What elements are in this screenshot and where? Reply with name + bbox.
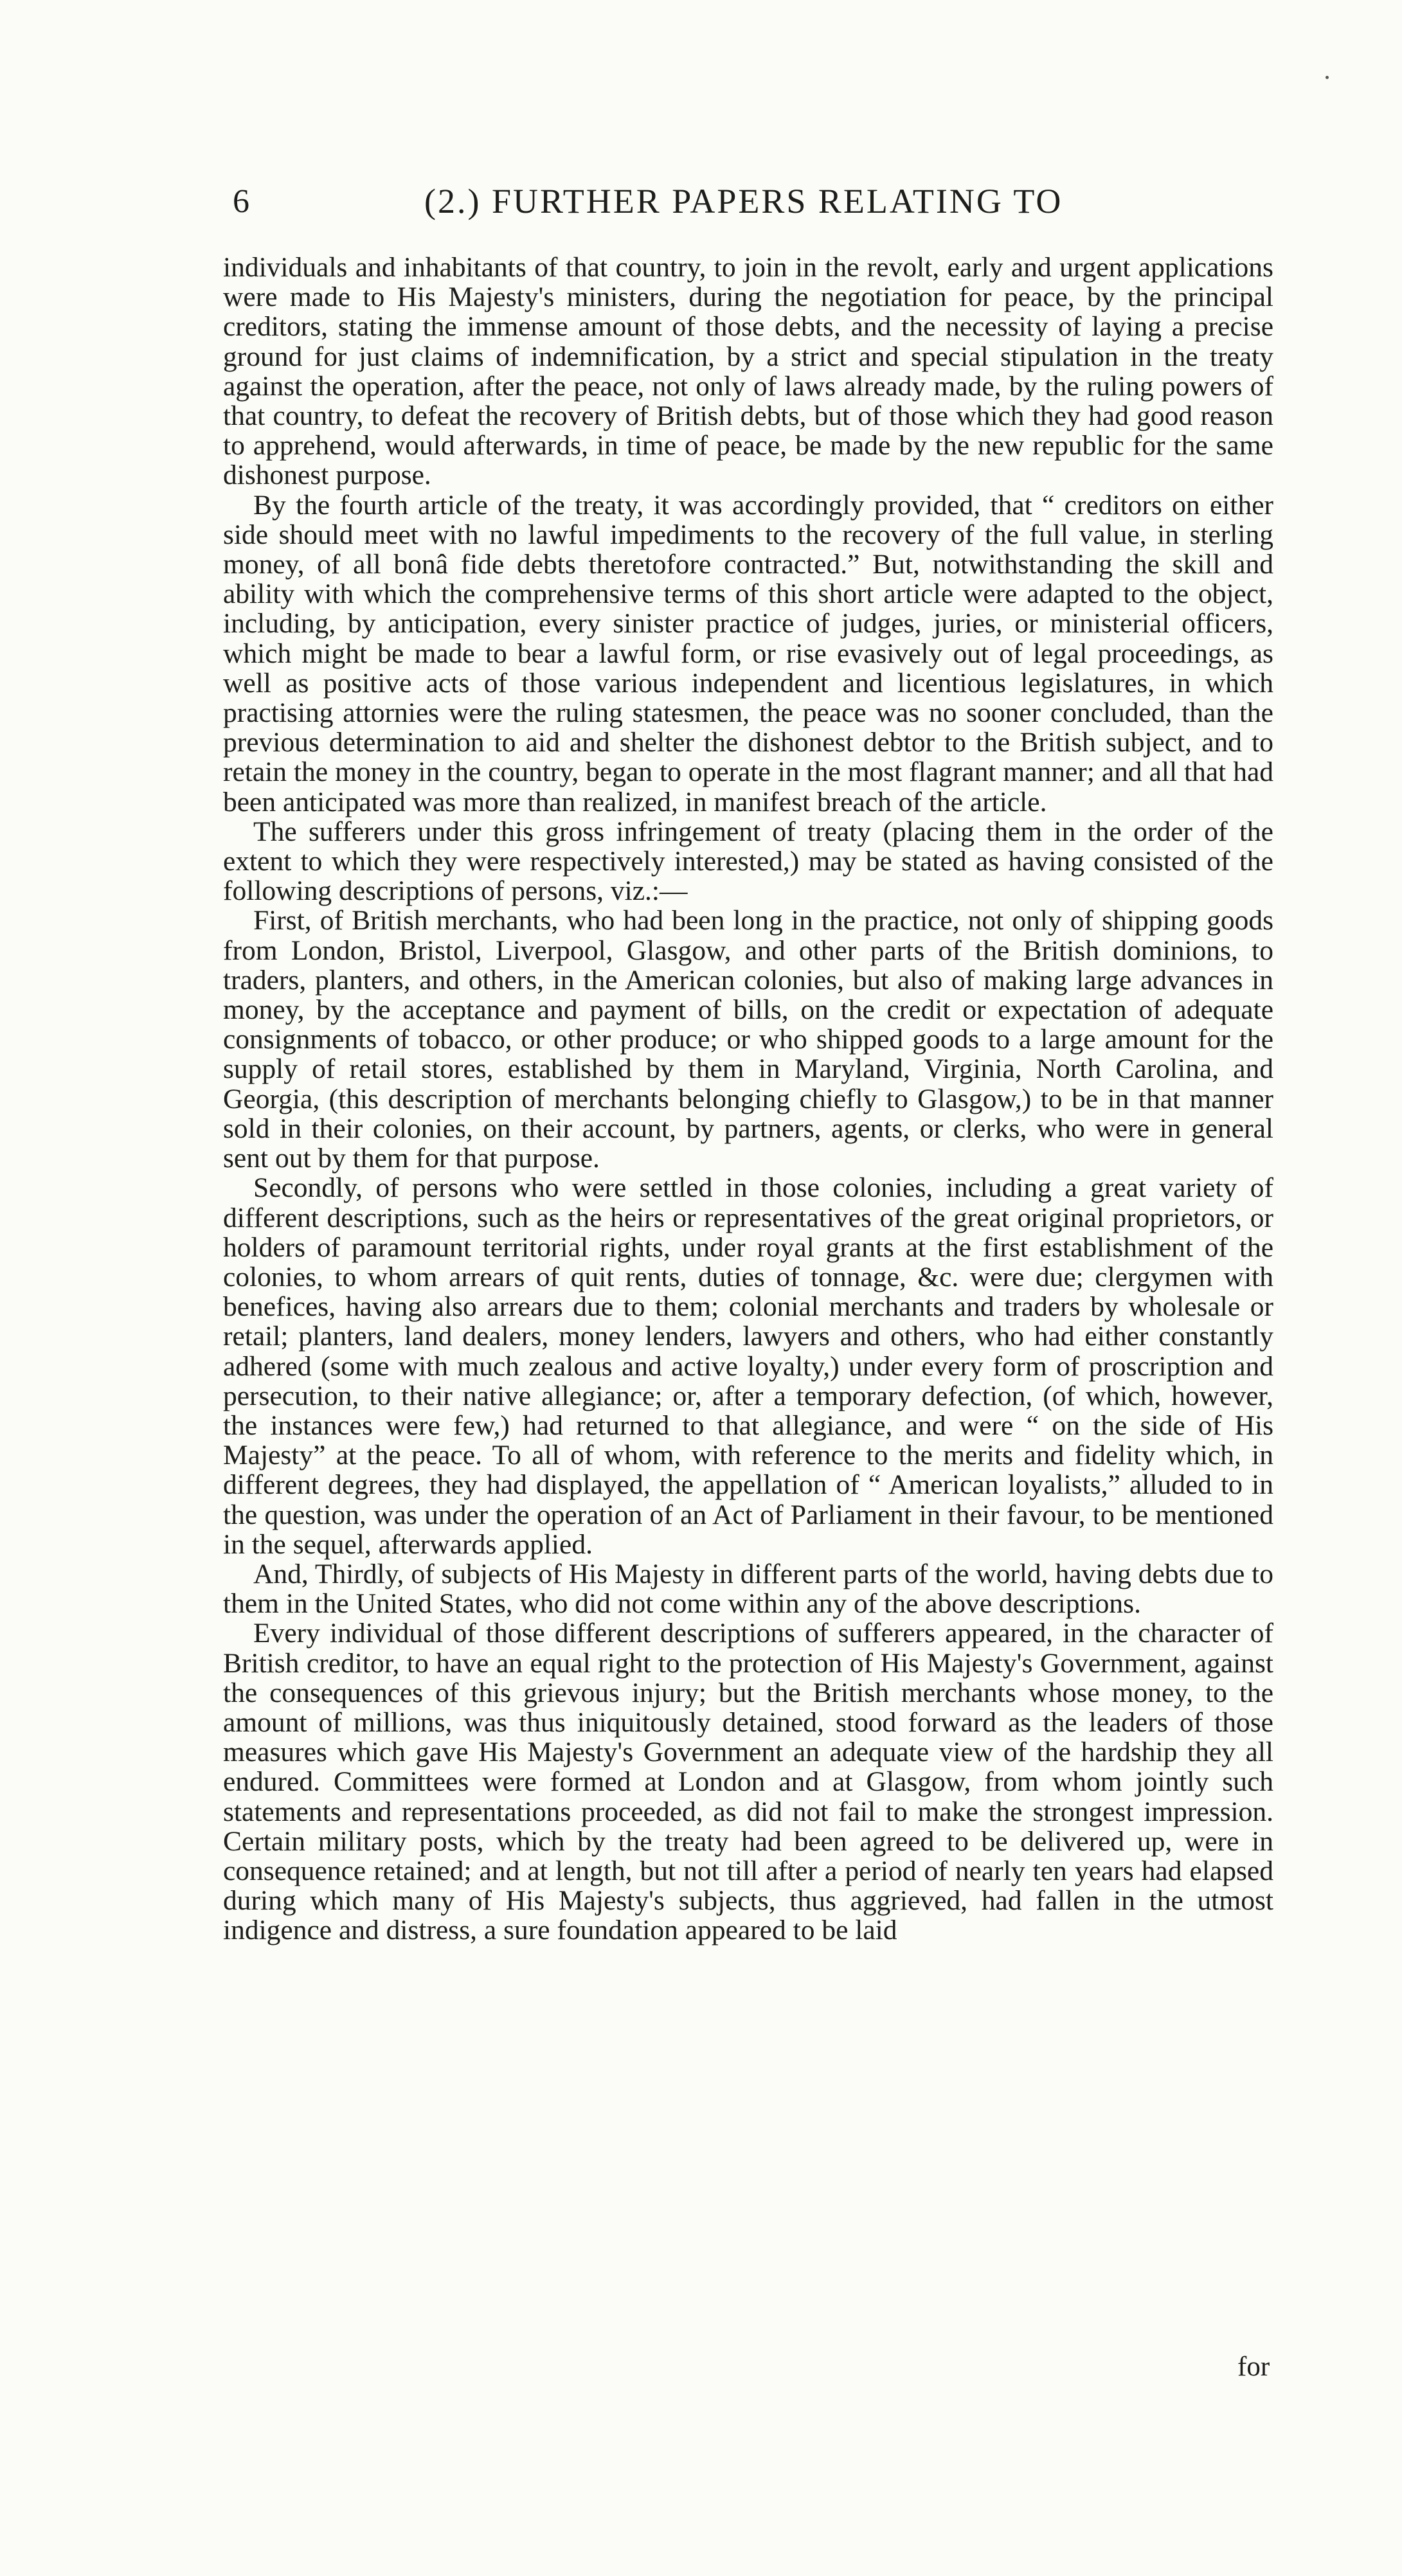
paragraph: First, of British merchants, who had been long in the practice, not only of shipping goods from London, Bristol, Liverpool, Glasgow, and other parts of the British dominions, to traders, planters, and others, in the American colonies, but also of making large advances in money, by the acceptance and payment of bills, on the credit or expectation of adequate consignments of tobacco, or other produce; or who shipped goods to a large amount for the supply of retail stores, established by them in Maryland, Virginia, North Carolina, and Georgia, (this description of merchants belonging chiefly to Glasgow,) to be in that manner sold in their colonies, on their account, by partners, agents, or clerks, who were in general sent out by them for that purpose. xyxy=(223,905,1273,1174)
paragraph: Secondly, of persons who were settled in those colonies, including a great variety of different descriptions, such as the heirs or representatives of the great original proprietors, or holders of paramount territorial rights, under royal grants at the first establishment of the colonies, to whom arrears of quit rents, duties of tonnage, &c. were due; clergymen with benefices, having also arrears due to them; colonial merchants and traders by wholesale or retail; planters, land dealers, money lenders, lawyers and others, who had either constantly adhered (some with much zealous and active loyalty,) under every form of proscription and persecution, to their native allegiance; or, after a temporary defection, (of which, however, the instances were few,) had returned to that allegiance, and were “ on the side of His Majesty” at the peace. To all of whom, with reference to the merits and fidelity which, in different degrees, they had displayed, the appellation of “ American loyalists,” alluded to in the question, was under the operation of an Act of Parliament in their favour, to be mentioned in the sequel, afterwards applied. xyxy=(223,1172,1273,1560)
margin-mark xyxy=(1326,76,1329,79)
paragraph: individuals and inhabitants of that country, to join in the revolt, early and urgent applications were made to His Majesty's ministers, during the negotiation for peace, by the principal creditors, stating the immense amount of those debts, and the necessity of laying a precise ground for just claims of indemnification, by a strict and special stipulation in the treaty against the operation, after the peace, not only of laws already made, by the ruling powers of that country, to defeat the recovery of British debts, but of those which they had good reason to apprehend, would afterwards, in time of peace, be made by the new republic for the same dishonest purpose. xyxy=(223,252,1273,491)
body-text xyxy=(223,253,1273,1945)
paragraph: By the fourth article of the treaty, it was accordingly provided, that “ creditors on either side should meet with no lawful impediments to the recovery of the full value, in sterling money, of all bonâ fide debts theretofore contracted.” But, notwithstanding the skill and ability with which the comprehensive terms of this short article were adapted to the object, including, by anticipation, every sinister practice of judges, juries, or ministerial officers, which might be made to bear a lawful form, or rise evasively out of legal proceedings, as well as positive acts of those various independent and licentious legislatures, in which practising attornies were the ruling statesmen, the peace was no sooner concluded, than the previous determination to aid and shelter the dishonest debtor to the British subject, and to retain the money in the country, began to operate in the most flagrant manner; and all that had been anticipated was more than realized, in manifest breach of the article. xyxy=(223,489,1273,818)
paragraph: Every individual of those different descriptions of sufferers appeared, in the character of British creditor, to have an equal right to the protection of His Majesty's Government, against the consequences of this grievous injury; but the British merchants whose money, to the amount of millions, was thus iniquitously detained, stood forward as the leaders of those measures which gave His Majesty's Government an adequate view of the hardship they all endured. Committees were formed at London and at Glasgow, from whom jointly such statements and representations proceeded, as did not fail to make the strongest impression. Certain military posts, which by the treaty had been agreed to be delivered up, were in consequence retained; and at length, but not till after a period of nearly ten years had elapsed during which many of His Majesty's subjects, thus aggrieved, had fallen in the utmost indigence and distress, a sure foundation appeared to be laid xyxy=(223,1618,1273,1946)
catchword: for xyxy=(1237,2352,1270,2382)
paragraph: The sufferers under this gross infringement of treaty (placing them in the order of the extent to which they were respectively interested,) may be stated as having consisted of the following descriptions of persons, viz.:— xyxy=(223,816,1273,907)
page-number: 6 xyxy=(233,183,249,220)
paragraph: And, Thirdly, of subjects of His Majesty in different parts of the world, having debts due to them in the United States, who did not come within any of the above descriptions. xyxy=(223,1558,1273,1620)
running-header: (2.) FURTHER PAPERS RELATING TO xyxy=(424,182,1063,220)
